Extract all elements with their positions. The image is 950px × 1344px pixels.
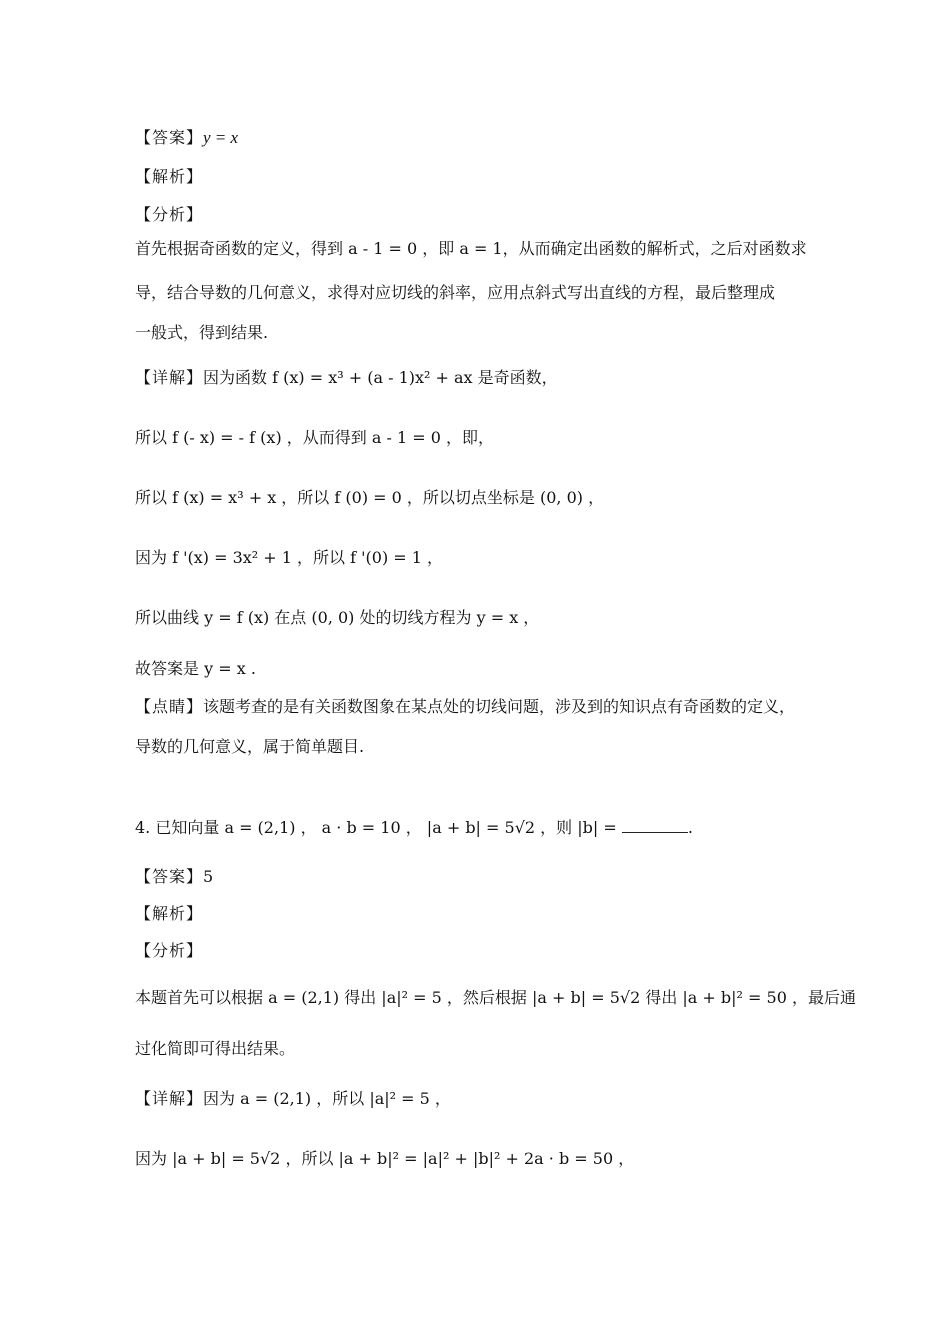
q4-detail-line2: 因为 |a + b| = 5√2 ，所以 |a + b|² = |a|² + |b|² + 2a · b = 50 ，	[135, 1149, 635, 1168]
q3-detail-line3: 所以 f (x) = x³ + x ，所以 f (0) = 0 ，所以切点坐标是 (0, 0) ，	[135, 488, 605, 507]
q4-question	[135, 815, 693, 838]
answer-tag: 【答案】	[135, 128, 204, 147]
q3-detail-line2: 所以 f (- x) = - f (x) ，从而得到 a - 1 = 0 ，即，	[135, 428, 494, 447]
q4-fenxi-line2: 过化简即可得出结果。	[135, 1039, 296, 1058]
answer-value: 5	[203, 867, 214, 886]
dianjing-text: 该题考查的是有关函数图象在某点处的切线问题，涉及到的知识点有奇函数的定义，	[203, 697, 796, 716]
detail-text: 因为函数 f (x) = x³ + (a - 1)x² + ax 是奇函数，	[203, 368, 558, 387]
q3-dianjing-line2: 导数的几何意义，属于简单题目.	[135, 737, 365, 756]
q3-detail-line4: 因为 f '(x) = 3x² + 1 ，所以 f '(0) = 1 ，	[135, 548, 444, 567]
dianjing-tag: 【点睛】	[135, 697, 204, 716]
question-text: 4. 已知向量 a = (2,1) ， a · b = 10 ， |a + b| = 5√2 ，则 |b| =	[135, 818, 622, 837]
q3-fenxi-tag: 【分析】	[135, 205, 204, 224]
q4-analysis-tag: 【解析】	[135, 904, 204, 923]
q4-answer	[135, 864, 213, 887]
answer-tag: 【答案】	[135, 867, 204, 886]
q3-fenxi-line3: 一般式，得到结果.	[135, 323, 269, 342]
q4-fenxi-line1: 本题首先可以根据 a = (2,1) 得出 |a|² = 5 ，然后根据 |a + b| = 5√2 得出 |a + b|² = 50 ，最后通	[135, 988, 856, 1007]
q3-detail-line1	[135, 365, 558, 388]
q3-fenxi-line1: 首先根据奇函数的定义，得到 a - 1 = 0 ，即 a = 1，从而确定出函数的解析式，之后对函数求	[135, 239, 807, 258]
detail-tag: 【详解】	[135, 1089, 204, 1108]
q3-answer	[135, 125, 238, 148]
q3-dianjing-line1	[135, 694, 795, 717]
q3-analysis-tag: 【解析】	[135, 167, 204, 186]
q3-detail-line6: 故答案是 y = x .	[135, 659, 256, 678]
question-end: .	[687, 818, 693, 837]
q4-fenxi-tag: 【分析】	[135, 941, 204, 960]
detail-text: 因为 a = (2,1) ，所以 |a|² = 5 ，	[203, 1089, 451, 1108]
q3-detail-line5: 所以曲线 y = f (x) 在点 (0, 0) 处的切线方程为 y = x ，	[135, 608, 540, 627]
detail-tag: 【详解】	[135, 368, 204, 387]
answer-value: y = x	[203, 128, 239, 147]
answer-blank	[622, 818, 688, 833]
q4-detail-line1	[135, 1086, 451, 1109]
q3-fenxi-line2: 导，结合导数的几何意义，求得对应切线的斜率，应用点斜式写出直线的方程，最后整理成	[135, 283, 776, 302]
